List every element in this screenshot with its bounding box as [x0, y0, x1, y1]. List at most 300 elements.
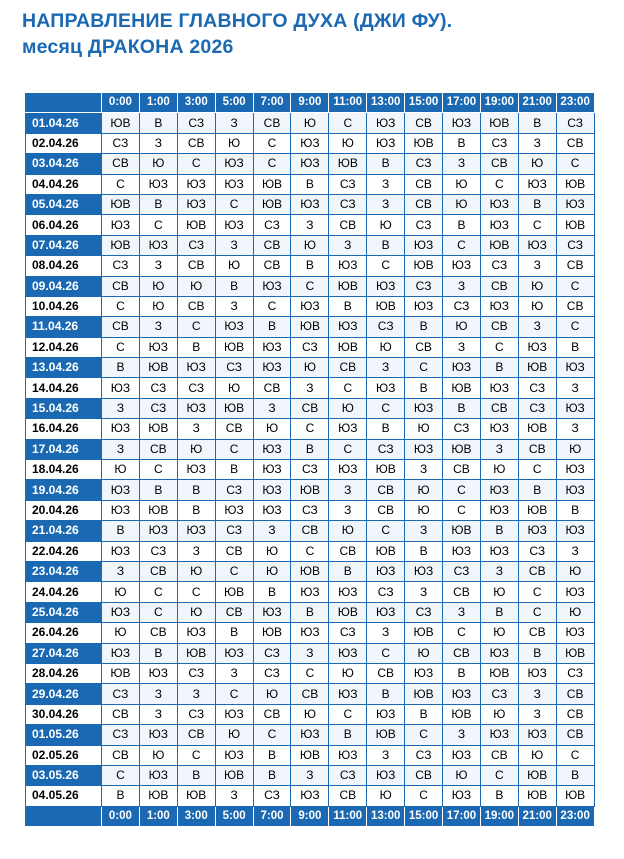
direction-cell: С — [556, 317, 594, 337]
direction-cell: С — [102, 174, 140, 194]
direction-cell: ЮЗ — [405, 235, 443, 255]
direction-cell: Ю — [367, 337, 405, 357]
direction-cell: З — [177, 684, 215, 704]
direction-cell: ЮЗ — [367, 704, 405, 724]
direction-cell: З — [367, 194, 405, 214]
direction-cell: СЗ — [367, 439, 405, 459]
direction-cell: СВ — [556, 704, 594, 724]
direction-cell: СЗ — [405, 745, 443, 765]
direction-cell: Ю — [177, 602, 215, 622]
direction-cell: Ю — [291, 358, 329, 378]
direction-cell: СЗ — [215, 358, 253, 378]
direction-cell: С — [139, 215, 177, 235]
direction-cell: ЮЗ — [405, 296, 443, 316]
direction-cell: З — [367, 745, 405, 765]
direction-cell: Ю — [329, 398, 367, 418]
table-row — [26, 113, 595, 133]
direction-cell: ЮЗ — [556, 194, 594, 214]
direction-cell: СЗ — [329, 194, 367, 214]
direction-cell: СВ — [253, 235, 291, 255]
direction-cell: СЗ — [405, 276, 443, 296]
direction-cell: СЗ — [556, 113, 594, 133]
direction-cell: З — [177, 419, 215, 439]
table-row — [26, 398, 595, 418]
direction-cell: СВ — [556, 684, 594, 704]
direction-cell: СВ — [139, 561, 177, 581]
table-row — [26, 439, 595, 459]
header-hour-cell: 17:00 — [443, 93, 481, 113]
direction-cell: ЮВ — [291, 561, 329, 581]
direction-cell: ЮВ — [291, 317, 329, 337]
direction-cell: С — [480, 765, 518, 785]
direction-cell: ЮЗ — [556, 582, 594, 602]
date-cell: 02.05.26 — [26, 745, 102, 765]
table-row — [26, 500, 595, 520]
direction-cell: В — [139, 480, 177, 500]
table-row — [26, 765, 595, 785]
direction-cell: ЮВ — [329, 602, 367, 622]
direction-cell: З — [480, 439, 518, 459]
footer-hour-cell: 23:00 — [556, 806, 594, 826]
direction-cell: ЮЗ — [480, 296, 518, 316]
date-cell: 21.04.26 — [26, 521, 102, 541]
direction-cell: С — [177, 745, 215, 765]
direction-cell: Ю — [480, 460, 518, 480]
table-row — [26, 358, 595, 378]
direction-cell: С — [405, 786, 443, 806]
direction-cell: С — [177, 317, 215, 337]
direction-cell: ЮВ — [177, 215, 215, 235]
direction-cell: ЮВ — [480, 235, 518, 255]
date-cell: 20.04.26 — [26, 500, 102, 520]
direction-cell: З — [556, 378, 594, 398]
direction-cell: ЮВ — [443, 378, 481, 398]
direction-cell: С — [291, 663, 329, 683]
direction-cell: ЮЗ — [405, 561, 443, 581]
direction-cell: Ю — [139, 154, 177, 174]
direction-cell: ЮЗ — [291, 133, 329, 153]
direction-cell: З — [215, 786, 253, 806]
direction-cell: С — [367, 521, 405, 541]
direction-cell: С — [177, 154, 215, 174]
direction-cell: ЮЗ — [177, 460, 215, 480]
table-row — [26, 235, 595, 255]
direction-cell: В — [215, 276, 253, 296]
direction-cell: СЗ — [177, 704, 215, 724]
direction-cell: ЮВ — [253, 194, 291, 214]
direction-cell: С — [291, 419, 329, 439]
direction-cell: ЮЗ — [177, 174, 215, 194]
direction-cell: ЮЗ — [480, 500, 518, 520]
direction-cell: З — [405, 582, 443, 602]
direction-cell: СЗ — [253, 643, 291, 663]
direction-cell: ЮЗ — [367, 113, 405, 133]
direction-cell: З — [139, 704, 177, 724]
direction-cell: ЮЗ — [177, 194, 215, 214]
direction-cell: З — [139, 133, 177, 153]
direction-cell: С — [367, 643, 405, 663]
date-cell: 22.04.26 — [26, 541, 102, 561]
direction-cell: СЗ — [405, 215, 443, 235]
table-row — [26, 561, 595, 581]
direction-cell: СЗ — [556, 663, 594, 683]
direction-cell: С — [253, 154, 291, 174]
direction-cell: ЮВ — [139, 358, 177, 378]
direction-cell: ЮЗ — [253, 460, 291, 480]
direction-cell: СВ — [139, 623, 177, 643]
direction-cell: СВ — [443, 582, 481, 602]
direction-cell: З — [405, 521, 443, 541]
direction-cell: ЮЗ — [215, 643, 253, 663]
direction-cell: ЮЗ — [329, 643, 367, 663]
direction-cell: ЮВ — [518, 358, 556, 378]
date-cell: 24.04.26 — [26, 582, 102, 602]
date-cell: 04.04.26 — [26, 174, 102, 194]
direction-cell: ЮЗ — [480, 194, 518, 214]
direction-cell: ЮЗ — [102, 602, 140, 622]
date-cell: 03.05.26 — [26, 765, 102, 785]
footer-hour-cell: 13:00 — [367, 806, 405, 826]
direction-cell: СЗ — [480, 133, 518, 153]
direction-cell: З — [443, 154, 481, 174]
direction-cell: Ю — [253, 541, 291, 561]
direction-cell: ЮЗ — [102, 500, 140, 520]
direction-cell: СВ — [480, 398, 518, 418]
direction-cell: ЮВ — [215, 398, 253, 418]
direction-cell: СВ — [102, 704, 140, 724]
date-cell: 29.04.26 — [26, 684, 102, 704]
header-hour-cell: 0:00 — [102, 93, 140, 113]
direction-cell: С — [102, 296, 140, 316]
direction-cell: СЗ — [556, 235, 594, 255]
direction-cell: В — [443, 215, 481, 235]
direction-cell: С — [177, 582, 215, 602]
date-cell: 15.04.26 — [26, 398, 102, 418]
direction-cell: СЗ — [177, 235, 215, 255]
direction-cell: ЮВ — [253, 623, 291, 643]
direction-cell: СВ — [518, 623, 556, 643]
header-hour-cell: 3:00 — [177, 93, 215, 113]
direction-cell: В — [329, 561, 367, 581]
direction-cell: Ю — [177, 561, 215, 581]
direction-cell: ЮЗ — [518, 725, 556, 745]
direction-cell: СЗ — [518, 398, 556, 418]
direction-cell: З — [443, 602, 481, 622]
direction-cell: В — [177, 337, 215, 357]
direction-cell: З — [291, 378, 329, 398]
direction-cell: В — [102, 358, 140, 378]
direction-cell: ЮВ — [405, 133, 443, 153]
direction-cell: СЗ — [329, 765, 367, 785]
direction-cell: ЮЗ — [139, 174, 177, 194]
direction-cell: ЮЗ — [329, 745, 367, 765]
direction-cell: СВ — [177, 296, 215, 316]
date-cell: 12.04.26 — [26, 337, 102, 357]
direction-cell: СЗ — [518, 541, 556, 561]
direction-cell: З — [480, 561, 518, 581]
direction-cell: ЮЗ — [291, 623, 329, 643]
direction-cell: ЮВ — [556, 643, 594, 663]
direction-cell: ЮВ — [215, 582, 253, 602]
direction-cell: ЮЗ — [291, 582, 329, 602]
direction-cell: ЮЗ — [480, 643, 518, 663]
date-cell: 17.04.26 — [26, 439, 102, 459]
table-row — [26, 133, 595, 153]
direction-cell: В — [405, 378, 443, 398]
direction-cell: СВ — [480, 276, 518, 296]
direction-cell: ЮЗ — [291, 154, 329, 174]
direction-cell: З — [215, 113, 253, 133]
direction-cell: В — [139, 113, 177, 133]
direction-cell: Ю — [518, 745, 556, 765]
direction-cell: ЮВ — [139, 786, 177, 806]
direction-cell: С — [480, 337, 518, 357]
header-hour-cell: 19:00 — [480, 93, 518, 113]
direction-cell: ЮЗ — [480, 480, 518, 500]
direction-cell: ЮЗ — [291, 194, 329, 214]
direction-cell: СЗ — [443, 419, 481, 439]
direction-cell: С — [139, 582, 177, 602]
direction-cell: ЮЗ — [215, 215, 253, 235]
direction-cell: З — [367, 623, 405, 643]
direction-cell: ЮЗ — [518, 174, 556, 194]
date-cell: 18.04.26 — [26, 460, 102, 480]
direction-cell: ЮЗ — [253, 358, 291, 378]
direction-cell: СВ — [177, 725, 215, 745]
date-cell: 30.04.26 — [26, 704, 102, 724]
direction-cell: СЗ — [177, 663, 215, 683]
direction-cell: СВ — [405, 113, 443, 133]
direction-cell: З — [102, 398, 140, 418]
direction-cell: СЗ — [253, 215, 291, 235]
direction-cell: ЮЗ — [139, 765, 177, 785]
direction-cell: ЮЗ — [329, 460, 367, 480]
direction-cell: Ю — [405, 643, 443, 663]
direction-cell: С — [443, 500, 481, 520]
direction-cell: СВ — [405, 194, 443, 214]
direction-cell: ЮВ — [139, 419, 177, 439]
direction-cell: С — [215, 561, 253, 581]
table-row — [26, 317, 595, 337]
direction-cell: Ю — [443, 174, 481, 194]
direction-cell: С — [329, 439, 367, 459]
direction-cell: В — [253, 745, 291, 765]
date-cell: 01.05.26 — [26, 725, 102, 745]
direction-cell: Ю — [177, 276, 215, 296]
direction-cell: ЮЗ — [443, 113, 481, 133]
direction-cell: СЗ — [215, 521, 253, 541]
direction-cell: З — [556, 541, 594, 561]
direction-cell: З — [102, 439, 140, 459]
direction-cell: ЮВ — [102, 194, 140, 214]
direction-cell: В — [367, 154, 405, 174]
direction-cell: ЮЗ — [253, 276, 291, 296]
direction-cell: ЮЗ — [367, 276, 405, 296]
direction-cell: СВ — [480, 317, 518, 337]
direction-cell: З — [329, 235, 367, 255]
direction-cell: СЗ — [291, 337, 329, 357]
direction-cell: ЮВ — [367, 725, 405, 745]
direction-cell: СЗ — [102, 725, 140, 745]
direction-cell: СВ — [556, 256, 594, 276]
direction-cell: Ю — [253, 684, 291, 704]
footer-hour-cell: 17:00 — [443, 806, 481, 826]
direction-cell: ЮЗ — [291, 725, 329, 745]
direction-cell: СВ — [556, 725, 594, 745]
direction-cell: Ю — [443, 765, 481, 785]
direction-cell: ЮЗ — [215, 154, 253, 174]
direction-cell: СЗ — [102, 256, 140, 276]
date-cell: 11.04.26 — [26, 317, 102, 337]
table-row — [26, 684, 595, 704]
direction-cell: С — [405, 725, 443, 745]
direction-cell: В — [405, 317, 443, 337]
direction-cell: ЮЗ — [177, 398, 215, 418]
direction-cell: ЮВ — [405, 684, 443, 704]
direction-cell: ЮЗ — [367, 378, 405, 398]
direction-cell: З — [139, 256, 177, 276]
direction-cell: З — [291, 765, 329, 785]
table-row — [26, 663, 595, 683]
direction-cell: СВ — [556, 296, 594, 316]
direction-cell: З — [215, 663, 253, 683]
direction-cell: ЮЗ — [253, 337, 291, 357]
direction-cell: ЮВ — [367, 460, 405, 480]
header-hour-cell: 11:00 — [329, 93, 367, 113]
direction-cell: С — [556, 154, 594, 174]
direction-cell: ЮЗ — [556, 521, 594, 541]
direction-cell: С — [253, 133, 291, 153]
table-row — [26, 521, 595, 541]
table-row — [26, 174, 595, 194]
direction-cell: Ю — [367, 786, 405, 806]
direction-cell: С — [329, 378, 367, 398]
direction-cell: ЮВ — [329, 154, 367, 174]
direction-cell: ЮЗ — [518, 337, 556, 357]
footer-hour-cell: 3:00 — [177, 806, 215, 826]
direction-cell: З — [367, 174, 405, 194]
direction-cell: Ю — [480, 623, 518, 643]
direction-cell: СВ — [253, 704, 291, 724]
direction-cell: С — [215, 439, 253, 459]
date-cell: 07.04.26 — [26, 235, 102, 255]
direction-cell: С — [367, 256, 405, 276]
header-hour-cell: 21:00 — [518, 93, 556, 113]
direction-cell: ЮЗ — [139, 663, 177, 683]
direction-cell: СЗ — [367, 317, 405, 337]
direction-cell: ЮВ — [215, 765, 253, 785]
date-cell: 13.04.26 — [26, 358, 102, 378]
table-row — [26, 643, 595, 663]
direction-cell: СВ — [556, 133, 594, 153]
direction-cell: В — [480, 358, 518, 378]
date-cell: 03.04.26 — [26, 154, 102, 174]
direction-cell: Ю — [480, 582, 518, 602]
direction-cell: СВ — [367, 500, 405, 520]
date-cell: 26.04.26 — [26, 623, 102, 643]
direction-cell: В — [329, 725, 367, 745]
header-hour-cell: 23:00 — [556, 93, 594, 113]
direction-cell: В — [177, 500, 215, 520]
direction-cell: СЗ — [139, 541, 177, 561]
direction-cell: СВ — [405, 174, 443, 194]
table-row — [26, 704, 595, 724]
direction-cell: СВ — [367, 480, 405, 500]
direction-cell: В — [253, 582, 291, 602]
direction-cell: З — [177, 541, 215, 561]
direction-cell: З — [518, 704, 556, 724]
direction-cell: СВ — [215, 602, 253, 622]
direction-cell: Ю — [215, 256, 253, 276]
direction-cell: С — [443, 235, 481, 255]
header-hour-cell: 7:00 — [253, 93, 291, 113]
direction-cell: Ю — [329, 133, 367, 153]
direction-cell: ЮЗ — [556, 480, 594, 500]
header-hour-cell: 13:00 — [367, 93, 405, 113]
direction-cell: ЮЗ — [291, 786, 329, 806]
direction-cell: В — [329, 296, 367, 316]
direction-cell: ЮЗ — [443, 541, 481, 561]
direction-cell: Ю — [518, 276, 556, 296]
direction-cell: СВ — [329, 215, 367, 235]
direction-cell: В — [367, 684, 405, 704]
direction-cell: В — [139, 194, 177, 214]
direction-cell: Ю — [102, 623, 140, 643]
direction-cell: ЮЗ — [177, 358, 215, 378]
table-row — [26, 582, 595, 602]
direction-cell: З — [329, 480, 367, 500]
direction-cell: СЗ — [405, 154, 443, 174]
direction-cell: Ю — [291, 235, 329, 255]
direction-cell: ЮВ — [139, 500, 177, 520]
direction-cell: ЮВ — [405, 256, 443, 276]
direction-cell: В — [518, 643, 556, 663]
direction-cell: З — [518, 256, 556, 276]
footer-hour-cell: 11:00 — [329, 806, 367, 826]
direction-cell: Ю — [177, 439, 215, 459]
direction-cell: СЗ — [518, 378, 556, 398]
direction-cell: ЮЗ — [367, 602, 405, 622]
direction-cell: В — [253, 765, 291, 785]
direction-cell: С — [291, 276, 329, 296]
date-cell: 27.04.26 — [26, 643, 102, 663]
table-row — [26, 378, 595, 398]
footer-hour-cell: 21:00 — [518, 806, 556, 826]
direction-cell: ЮЗ — [556, 460, 594, 480]
direction-cell: ЮЗ — [443, 256, 481, 276]
direction-cell: З — [367, 358, 405, 378]
direction-cell: СЗ — [291, 460, 329, 480]
direction-cell: ЮВ — [177, 643, 215, 663]
direction-cell: ЮВ — [556, 215, 594, 235]
direction-cell: В — [556, 337, 594, 357]
direction-cell: В — [177, 480, 215, 500]
direction-cell: СЗ — [102, 133, 140, 153]
direction-cell: ЮВ — [329, 276, 367, 296]
date-cell: 19.04.26 — [26, 480, 102, 500]
direction-cell: В — [518, 194, 556, 214]
direction-cell: З — [253, 521, 291, 541]
direction-cell: ЮВ — [556, 786, 594, 806]
direction-cell: ЮЗ — [329, 419, 367, 439]
direction-cell: ЮВ — [215, 337, 253, 357]
direction-cell: ЮЗ — [253, 439, 291, 459]
direction-cell: ЮЗ — [215, 317, 253, 337]
footer-hour-cell: 0:00 — [102, 806, 140, 826]
direction-cell: ЮЗ — [480, 419, 518, 439]
direction-cell: ЮЗ — [139, 521, 177, 541]
direction-cell: ЮЗ — [367, 561, 405, 581]
